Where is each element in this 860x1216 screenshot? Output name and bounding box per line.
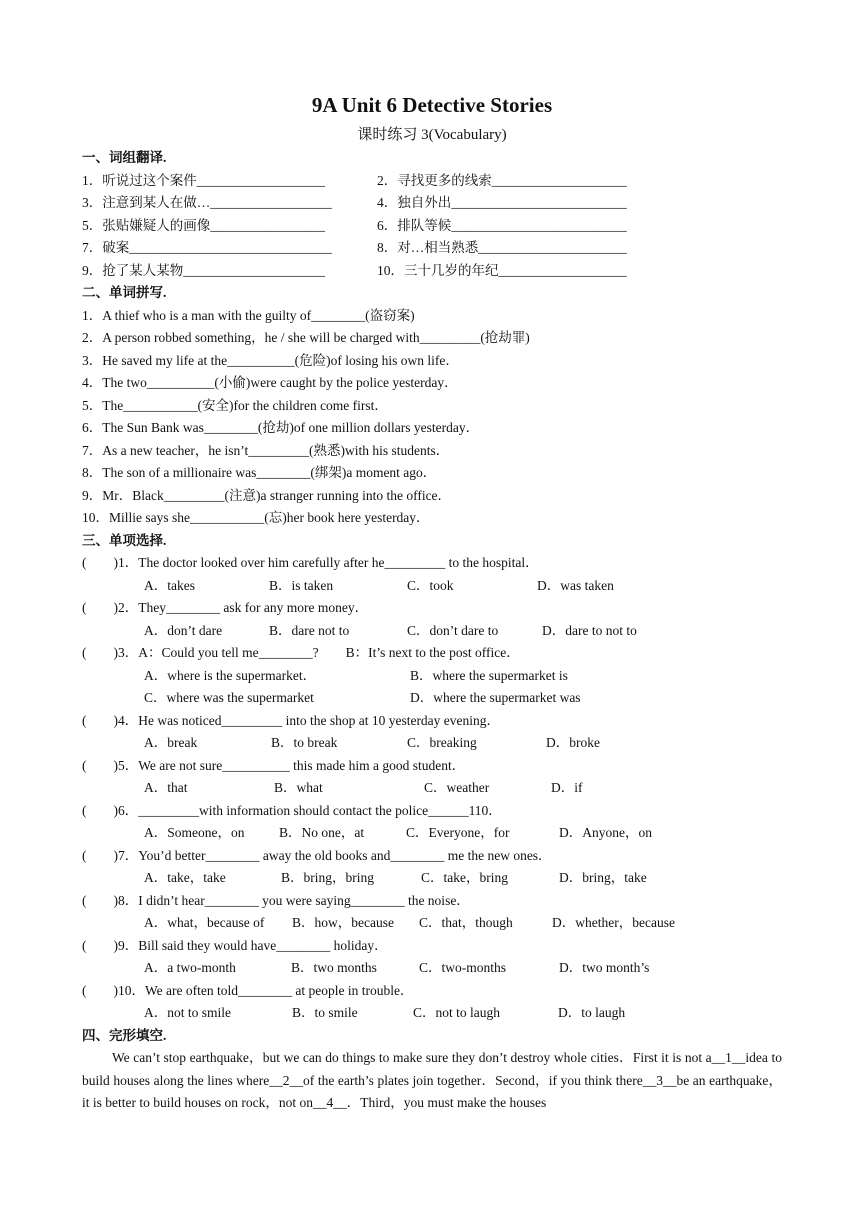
option-b: B．is taken [269, 577, 334, 593]
option-b: B．No one，at [279, 825, 365, 840]
question-stem: ( )9．Bill said they would have________ holiday． [82, 937, 388, 953]
option-d: D．where the supermarket was [410, 690, 581, 705]
spelling-item: 5．The___________(安全)for the children come first． [82, 397, 388, 413]
option-b: B．how，because [292, 915, 394, 930]
section3-heading: 三、单项选择. [82, 532, 167, 548]
option-a: A．where is the supermarket． [144, 667, 317, 683]
option-d: D．broke [546, 735, 600, 750]
option-d: D．to laugh [558, 1005, 626, 1020]
question-stem: ( )6．_________with information should contact the police______110． [82, 802, 502, 818]
option-c: C．take，bring [421, 870, 508, 885]
question-options [82, 957, 782, 980]
option-d: D．Anyone，on [559, 825, 652, 840]
option-c: C．took [407, 577, 454, 593]
question-options [82, 687, 782, 710]
question-options [82, 1002, 782, 1025]
option-d: D．if [551, 780, 583, 795]
phrase-item: 9．抢了某人某物_____________________ [82, 262, 325, 278]
phrase-row [82, 215, 782, 238]
option-c: C．where was the supermarket [144, 690, 314, 705]
option-b: B．what [274, 780, 323, 795]
page-title: 9A Unit 6 Detective Stories [311, 93, 553, 117]
question-options [82, 777, 782, 800]
question-options [82, 867, 782, 890]
option-c: C．Everyone，for [406, 825, 510, 840]
cloze-passage: We can’t stop earthquake，but we can do things to make sure they don’t destroy whole cities．First it is not a__1__idea to build houses along the lines where__2__of the earth’s plates join together．Second，if you think there__3__be an earthquake，it is better to build houses on rock，not on__4__．Third，you must make the houses [82, 1050, 782, 1110]
spelling-item: 6．The Sun Bank was________(抢劫)of one million dollars yesterday． [82, 420, 480, 435]
option-d: D．whether，because [552, 915, 675, 930]
question-options [82, 665, 782, 688]
phrase-item: 7．破案______________________________ [82, 240, 332, 255]
question-options [82, 620, 782, 643]
option-a: A．break [144, 735, 198, 750]
option-a: A．that [144, 780, 188, 795]
question-stem: ( )10．We are often told________ at people in trouble． [82, 982, 414, 998]
spelling-item: 1．A thief who is a man with the guilty of________(盗窃案) [82, 307, 415, 323]
option-a: A．Someone，on [144, 825, 245, 840]
phrase-row [82, 170, 782, 193]
spelling-item: 4．The two__________(小偷)were caught by the police yesterday． [82, 375, 458, 390]
option-a: A．not to smile [144, 1005, 231, 1020]
option-d: D．dare to not to [542, 622, 637, 638]
phrase-row [82, 192, 782, 215]
section4-heading: 四、完形填空. [82, 1027, 167, 1043]
question-options [82, 732, 782, 755]
phrase-item: 10．三十几岁的年纪___________________ [377, 262, 627, 278]
phrase-item: 1．听说过这个案件___________________ [82, 172, 325, 188]
question-stem: ( )4．He was noticed_________ into the shop at 10 yesterday evening． [82, 712, 501, 728]
option-a: A．takes [144, 577, 195, 593]
section1-heading: 一、词组翻译. [82, 150, 167, 165]
page-subtitle: 课时练习 3(Vocabulary) [357, 127, 507, 143]
option-c: C．weather [424, 780, 490, 795]
question-stem: ( )3．A：Could you tell me________? B：It’s next to the post office． [82, 645, 520, 660]
spelling-item: 3．He saved my life at the__________(危险)of losing his own life． [82, 352, 459, 368]
question-stem: ( )2．They________ ask for any more money． [82, 600, 369, 615]
option-b: B．to break [271, 735, 338, 750]
option-c: C．don’t dare to [407, 622, 499, 638]
phrase-item: 6．排队等候__________________________ [377, 217, 627, 233]
section2-heading: 二、单词拼写. [82, 285, 167, 300]
question-stem: ( )7．You’d better________ away the old books and________ me the new ones． [82, 847, 552, 863]
option-d: D．was taken [537, 577, 614, 593]
question-options [82, 575, 782, 598]
worksheet-page [82, 92, 782, 1115]
spelling-item: 2．A person robbed something，he / she will be charged with_________(抢劫罪) [82, 330, 530, 345]
spelling-item: 7．As a new teacher，he isn’t_________(熟悉)with his students． [82, 442, 450, 458]
phrase-row [82, 260, 782, 283]
option-a: A．take，take [144, 870, 226, 885]
spelling-item: 9．Mr．Black_________(注意)a stranger running into the office． [82, 487, 452, 503]
option-d: D．two month’s [559, 960, 650, 975]
phrase-item: 3．注意到某人在做…__________________ [82, 195, 332, 210]
option-d: D．bring，take [559, 870, 647, 885]
phrase-row [82, 237, 782, 260]
question-stem: ( )1．The doctor looked over him carefully after he_________ to the hospital． [82, 555, 539, 570]
phrase-item: 4．独自外出__________________________ [377, 195, 627, 210]
spelling-item: 8．The son of a millionaire was________(绑架)a moment ago． [82, 465, 437, 480]
option-a: A．a two-month [144, 960, 236, 975]
option-b: B．to smile [292, 1005, 358, 1020]
phrase-item: 8．对…相当熟悉______________________ [377, 240, 627, 255]
spelling-item: 10．Millie says she___________(忘)her book here yesterday． [82, 510, 430, 525]
question-options [82, 912, 782, 935]
question-stem: ( )5．We are not sure__________ this made him a good student． [82, 757, 466, 773]
option-c: C．breaking [407, 735, 477, 750]
option-b: B．two months [291, 960, 377, 975]
question-options [82, 822, 782, 845]
option-a: A．what，because of [144, 915, 265, 930]
option-c: C．two-months [419, 960, 507, 975]
option-a: A．don’t dare [144, 622, 223, 638]
phrase-item: 5．张贴嫌疑人的画像_________________ [82, 217, 325, 233]
option-c: C．that，though [419, 915, 513, 930]
phrase-item: 2．寻找更多的线索____________________ [377, 172, 627, 188]
question-stem: ( )8．I didn’t hear________ you were saying________ the noise． [82, 892, 470, 908]
option-b: B．dare not to [269, 622, 350, 638]
option-c: C．not to laugh [413, 1005, 500, 1020]
option-b: B．bring，bring [281, 870, 374, 885]
option-b: B．where the supermarket is [410, 667, 568, 683]
